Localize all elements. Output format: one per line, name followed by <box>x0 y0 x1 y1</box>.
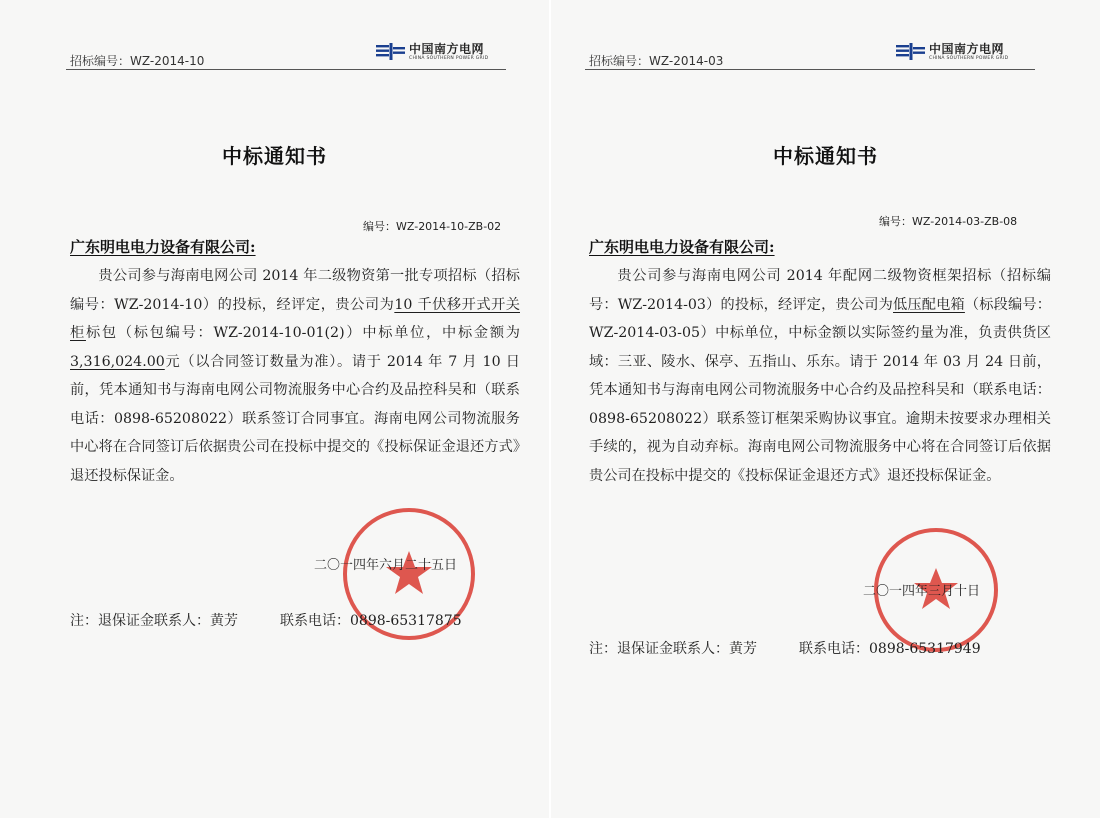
issue-date: 二〇一四年六月二十五日 <box>314 558 458 573</box>
addressee: 广东明电电力设备有限公司: <box>70 238 256 256</box>
winning-item: 10 千伏移开式开关柜 <box>70 296 520 341</box>
refund-contact-note <box>70 610 462 630</box>
body-text-part1: 贵公司参与海南电网公司 2014 年配网二级物资框架招标（招标编号：WZ-2014-03）的投标，经评定，贵公司为 <box>589 268 1051 313</box>
document-number: 编号：WZ-2014-10-ZB-02 <box>363 220 502 233</box>
logo-name: 中国南方电网 <box>929 42 1005 56</box>
issue-date: 二〇一四年三月十日 <box>863 584 981 599</box>
refund-contact: 注：退保证金联系人：黄芳 <box>589 641 757 657</box>
refund-phone: 联系电话：0898-65317875 <box>280 613 462 629</box>
csg-logo <box>376 43 488 62</box>
document-title: 中标通知书 <box>773 144 878 168</box>
refund-contact: 注：退保证金联系人：黄芳 <box>70 613 238 629</box>
header-rule <box>585 69 1035 70</box>
document-number: 编号：WZ-2014-03-ZB-08 <box>879 215 1018 228</box>
logo-english: CHINA SOUTHERN POWER GRID <box>409 56 489 61</box>
body-text-part2: （标段编号：WZ-2014-03-05）中标单位，中标金额以实际签约量为准，负责供货区域：三亚、陵水、保亭、五指山、乐东。请于 2014 年 03 月 24 日前，凭本通知书与海南电网公司物流服务中心合约及品控科吴和（联系电话：0898-65208022）联系签订框架采购协议事宜。逾期未按要求办理相关手续的，视为自动弃标。海南电网公司物流服务中心将在合同签订后依据贵公司在投标中提交的《投标保证金退还方式》退还投标保证金。 <box>589 296 1051 484</box>
logo-english: CHINA SOUTHERN POWER GRID <box>929 56 1009 61</box>
document-title: 中标通知书 <box>222 144 327 168</box>
winning-item: 低压配电箱 <box>893 296 965 313</box>
refund-contact-note <box>589 638 981 658</box>
tender-code: 招标编号：WZ-2014-03 <box>589 54 724 68</box>
notice-page-right <box>551 0 1100 818</box>
bid-amount: 3,316,024.00 <box>70 353 165 370</box>
logo-name: 中国南方电网 <box>409 42 485 56</box>
body-text-part2: 标包（标包编号：WZ-2014-10-01(2)）中标单位，中标金额为 <box>85 325 520 341</box>
notice-body <box>589 262 1051 490</box>
addressee: 广东明电电力设备有限公司: <box>589 238 775 256</box>
refund-phone: 联系电话：0898-65317949 <box>799 641 981 657</box>
notice-page-left <box>0 0 549 818</box>
header-rule <box>66 69 506 70</box>
tender-code: 招标编号：WZ-2014-10 <box>70 54 205 68</box>
csg-logo-icon <box>376 43 406 61</box>
csg-logo-icon <box>896 43 926 61</box>
csg-logo <box>896 43 1008 62</box>
body-text-part1: 贵公司参与海南电网公司 2014 年二级物资第一批专项招标（招标编号：WZ-2014-10）的投标，经评定，贵公司为 <box>70 268 520 313</box>
body-text-part3: 元（以合同签订数量为准）。请于 2014 年 7 月 10 日前，凭本通知书与海南电网公司物流服务中心合约及品控科吴和（联系电话：0898-65208022）联系签订合同事宜。海南电网公司物流服务中心将在合同签订后依据贵公司在投标中提交的《投标保证金退还方式》退还投标保证金。 <box>70 353 520 484</box>
notice-body <box>70 262 520 490</box>
